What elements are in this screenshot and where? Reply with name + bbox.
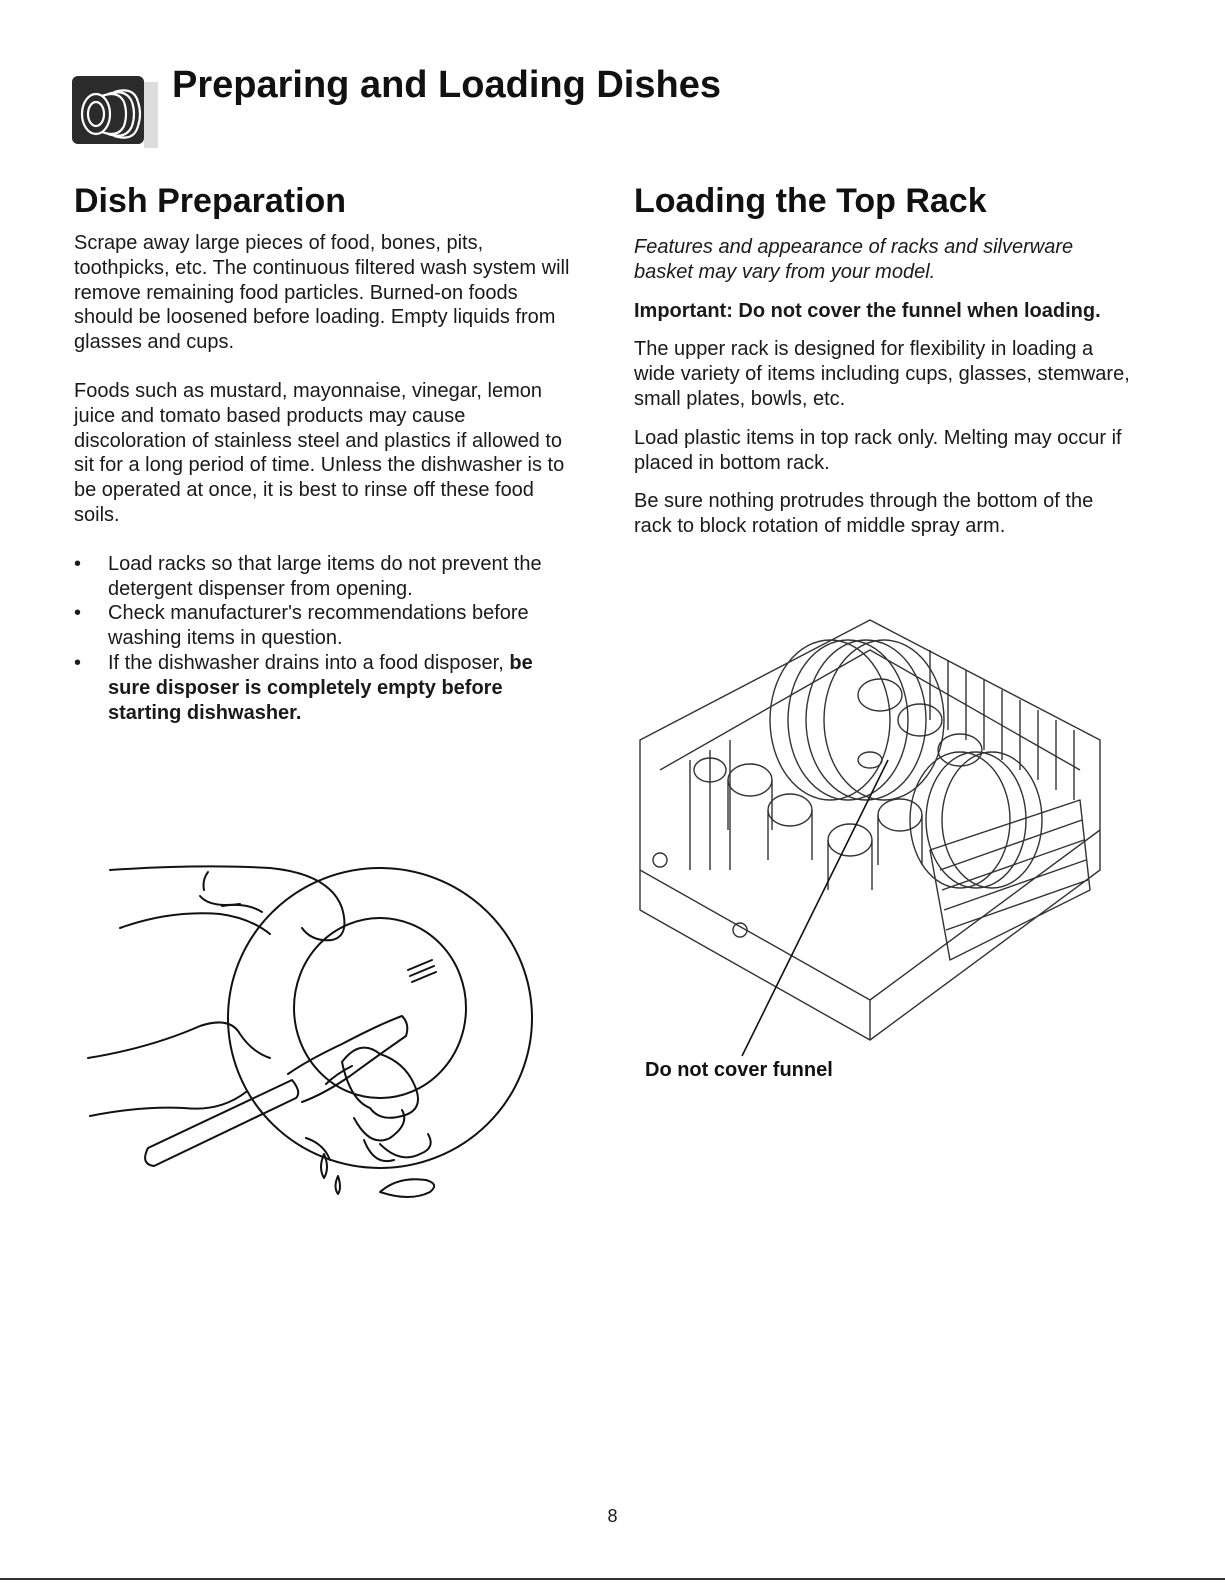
dish-preparation-list — [74, 552, 574, 726]
disposer-warning: be sure disposer is completely empty before starting dishwasher. — [108, 652, 533, 724]
funnel-callout-label: Do not cover funnel — [645, 1059, 833, 1081]
dish-preparation-heading: Dish Preparation — [74, 182, 347, 220]
important-notice: Important: Do not cover the funnel when loading. — [634, 299, 1101, 322]
top-rack-paragraph-2: Load plastic items in top rack only. Melting may occur if placed in bottom rack. — [634, 426, 1122, 474]
hand-scraping-plate-illustration — [80, 848, 550, 1218]
top-rack-paragraph-3: Be sure nothing protrudes through the bottom of the rack to block rotation of middle spray arm. — [634, 490, 1094, 538]
dish-preparation-paragraph-1: Scrape away large pieces of food, bones, pits, toothpicks, etc. The continuous filtered wash system will remove remaining food particles. Burned-on foods should be loosened before loading. Empty liquids from glasses and cups. — [74, 232, 570, 354]
page-number: 8 — [607, 1506, 618, 1526]
top-rack-paragraph-1: The upper rack is designed for flexibility in loading a wide variety of items including cups, glasses, stemware, small plates, bowls, etc. — [634, 338, 1130, 411]
list-item: • If the dishwasher drains into a food disposer, be sure disposer is completely empty before starting dishwasher. — [74, 651, 574, 725]
page-bottom-rule — [0, 1578, 1225, 1580]
list-item: • Check manufacturer's recommendations before washing items in question. — [74, 601, 574, 651]
loaded-top-rack-illustration — [630, 610, 1120, 1080]
dish-stack-icon — [72, 72, 158, 148]
dish-preparation-section — [74, 182, 574, 725]
model-variation-note: Features and appearance of racks and silverware basket may vary from your model. — [634, 236, 1074, 283]
dish-preparation-paragraph-2: Foods such as mustard, mayonnaise, vinegar, lemon juice and tomato based products may cause discoloration of stainless steel and plastics if allowed to sit for a long period of time. Unless the dishwasher is to be operated at once, it is best to rinse off these food soils. — [74, 380, 565, 527]
list-item: • Load racks so that large items do not prevent the detergent dispenser from opening. — [74, 552, 574, 602]
top-rack-section — [634, 182, 1134, 553]
page-title: Preparing and Loading Dishes — [172, 64, 721, 106]
top-rack-heading: Loading the Top Rack — [634, 182, 987, 220]
